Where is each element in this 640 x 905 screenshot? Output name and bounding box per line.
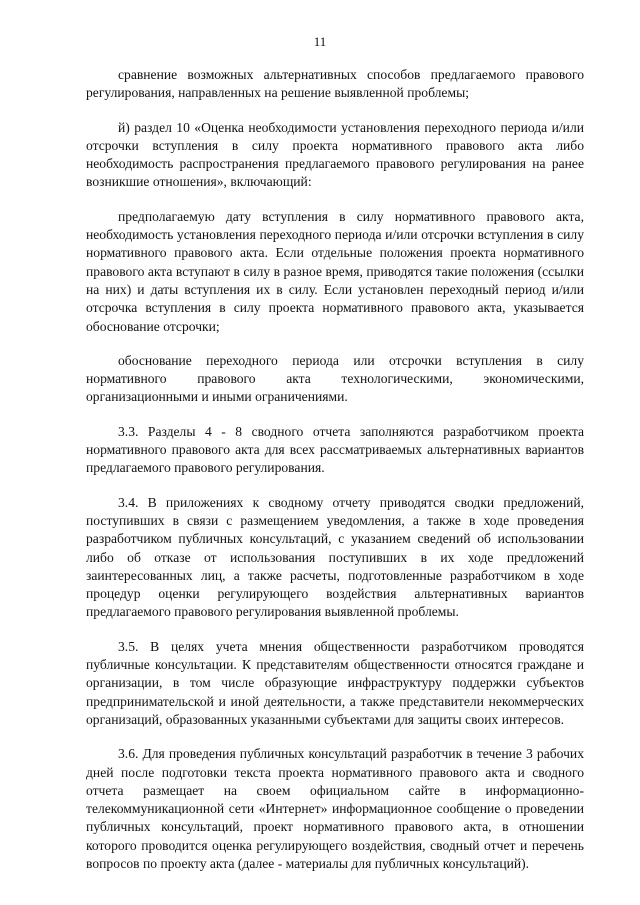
paragraph-3-3: 3.3. Разделы 4 - 8 сводного отчета заполняются разработчиком проекта нормативного правового акта для всех рассматриваемых альтернативных вариантов предлагаемого правового регулирования. (86, 423, 584, 476)
paragraph-section-10: й) раздел 10 «Оценка необходимости установления переходного периода и/или отсрочки вступления в силу проекта нормативного правового акта либо необходимость распространения предлагаемого правового регулирования на ранее возникшие отношения», включающий: (86, 119, 584, 190)
paragraph-3-5: 3.5. В целях учета мнения общественности разработчиком проводятся публичные консультации. К представителям общественности относятся граждане и организации, в том числе образующие инфраструктуру поддержки субъектов предпринимательской и иной деятельности, а также представители некоммерческих организаций, образованных указанными субъектами для защиты своих интересов. (86, 638, 584, 727)
paragraph-3-4: 3.4. В приложениях к сводному отчету приводятся сводки предложений, поступивших в связи с размещением уведомления, а также в ходе проведения разработчиком публичных консультаций, с указанием сведений об использовании либо об отказе от использования поступивших в их ходе предложений заинтересованных лиц, а также расчеты, подготовленные разработчиком в ходе процедур оценки регулирующего воздействия альтернативных вариантов предлагаемого правового регулирования выявленной проблемы. (86, 494, 584, 620)
document-body (86, 66, 584, 887)
paragraph-3-6: 3.6. Для проведения публичных консультаций разработчик в течение 3 рабочих дней после подготовки текста проекта нормативного правового акта и сводного отчета размещает на своем официальном сайте в информационно-телекоммуникационной сети «Интернет» информационное сообщение о проведении публичных консультаций, проект нормативного правового акта, в отношении которого проводится оценка регулирующего воздействия, сводный отчет и перечень вопросов по проекту акта (далее - материалы для публичных консультаций). (86, 746, 584, 871)
page-number: 11 (313, 34, 327, 49)
paragraph-effective-date: предполагаемую дату вступления в силу нормативного правового акта, необходимость установления переходного периода и/или отсрочки вступления в силу нормативного правового акта. Если отдельные положения проекта нормативного правового акта вступают в силу в разное время, приводятся такие положения (ссылки на них) и даты вступления их в силу. Если установлен переходный период и/или отсрочка вступления в силу проекта нормативного правового акта, указывается обоснование отсрочки; (86, 208, 584, 334)
paragraph-comparison: сравнение возможных альтернативных способов предлагаемого правового регулирования, направленных на решение выявленной проблемы; (86, 67, 584, 101)
paragraph-transition-justification: обоснование переходного периода или отсрочки вступления в силу нормативного правового акта технологическими, экономическими, организационными и иными ограничениями. (86, 352, 584, 405)
